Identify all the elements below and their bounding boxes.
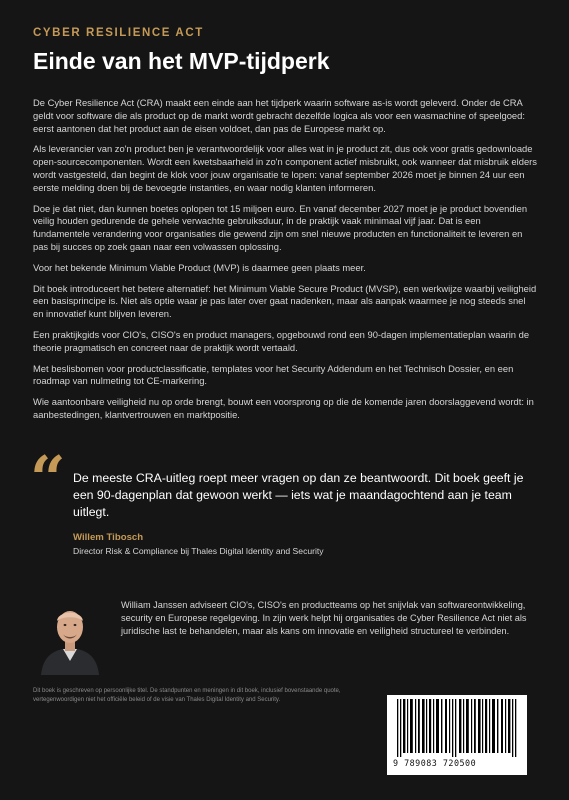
- blurb-paragraph: Dit boek introduceert het betere alternatief: het Minimum Viable Secure Product (MVSP), een werkwijze waarbij veiligheid een basisprincipe is. Niet als optie waar je pas later over gaat nadenken, maar als aanpak waarmee je nog steeds snel en innovatief kunt blijven leveren.: [33, 282, 537, 320]
- author-photo: [33, 597, 107, 675]
- blurb-paragraph: De Cyber Resilience Act (CRA) maakt een einde aan het tijdperk waarin software as-is wordt geleverd. Onder de CRA geldt voor software die als product op de markt wordt gebracht dezelfde logica als voor een wasmachine of speelgoed: eerst aantonen dat het product aan de eisen voldoet, dan pas de Europese markt op.: [33, 97, 525, 134]
- series-kicker: CYBER RESILIENCE ACT: [33, 27, 204, 39]
- disclaimer: Dit boek is geschreven op persoonlijke titel. De standpunten en meningen in dit boek, inclusief bovenstaande quote, vertegenwoordigen niet het officiële beleid of de visie van Thales Digital Identity and Security.: [33, 688, 341, 703]
- quote-author: Willem Tibosch: [73, 532, 144, 543]
- barcode-icon: [395, 699, 519, 757]
- blurb-paragraph: Wie aantoonbare veiligheid nu op orde brengt, bouwt een voorsprong op die de komende jaren doorslaggevend wordt: in aanbestedingen, klantvertrouwen en marktpositie.: [33, 396, 534, 420]
- blurb-paragraph: Doe je dat niet, dan kunnen boetes oplopen tot 15 miljoen euro. En vanaf december 2027 moet je je product bovendien veilig houden gedurende de gehele verwachte gebruiksduur, in de praktijk vaak minimaal vijf jaar. Dat is een fundamentele verandering voor organisaties die gewend zijn om snel nieuwe producten en functionaliteit te leveren en pas bij succes op zoek gaan naar een volwassen oplossing.: [33, 202, 528, 252]
- isbn-barcode: [387, 695, 527, 775]
- quote-author-role: Director Risk & Compliance bij Thales Digital Identity and Security: [73, 546, 324, 556]
- blurb-paragraph: Een praktijkgids voor CIO's, CISO's en product managers, opgebouwd rond een 90-dagen implementatieplan waarin de theorie pragmatisch en concreet naar de praktijk wordt vertaald.: [33, 328, 530, 353]
- blurb-paragraph: Met beslisbomen voor productclassificatie, templates voor het Security Addendum en het Technisch Dossier, en een roadmap van nulmeting tot CE-markering.: [33, 362, 514, 387]
- blurb-paragraph: Als leverancier van zo'n product ben je verantwoordelijk voor alles wat in je product zit, dus ook voor gratis gedownloade open-sourcecomponenten. Wordt een kwetsbaarheid in zo'n component actief misbruikt, ook wanneer dat misbruik elders wordt vastgesteld, dan begint de klok voor jouw organisatie te lopen: vanaf september 2026 moet je binnen 24 uur een eerste melding doen bij de bevoegde instanties, en waar nodig klanten informeren.: [33, 143, 537, 193]
- author-bio: William Janssen adviseert CIO's, CISO's en productteams op het snijvlak van softwareontwikkeling, security en Europese regelgeving. In zijn werk helpt hij organisaties de Cyber Resilience Act niet als juridische last te behandelen, maar als kans om innovatie en veiligheid structureel te verbinden.: [121, 600, 527, 636]
- quote-mark-icon: “: [30, 442, 66, 515]
- isbn-number: 9 789083 720500: [393, 758, 477, 768]
- blurb-paragraph: Voor het bekende Minimum Viable Product (MVP) is daarmee geen plaats meer.: [33, 261, 366, 273]
- endorsement-quote: De meeste CRA-uitleg roept meer vragen op dan ze beantwoordt. Dit boek geeft je een 90-dagenplan dat gewoon werkt — iets wat je maandagochtend aan je team uitlegt.: [73, 471, 524, 519]
- book-title: Einde van het MVP-tijdperk: [33, 48, 330, 74]
- blurb-body: [33, 97, 538, 430]
